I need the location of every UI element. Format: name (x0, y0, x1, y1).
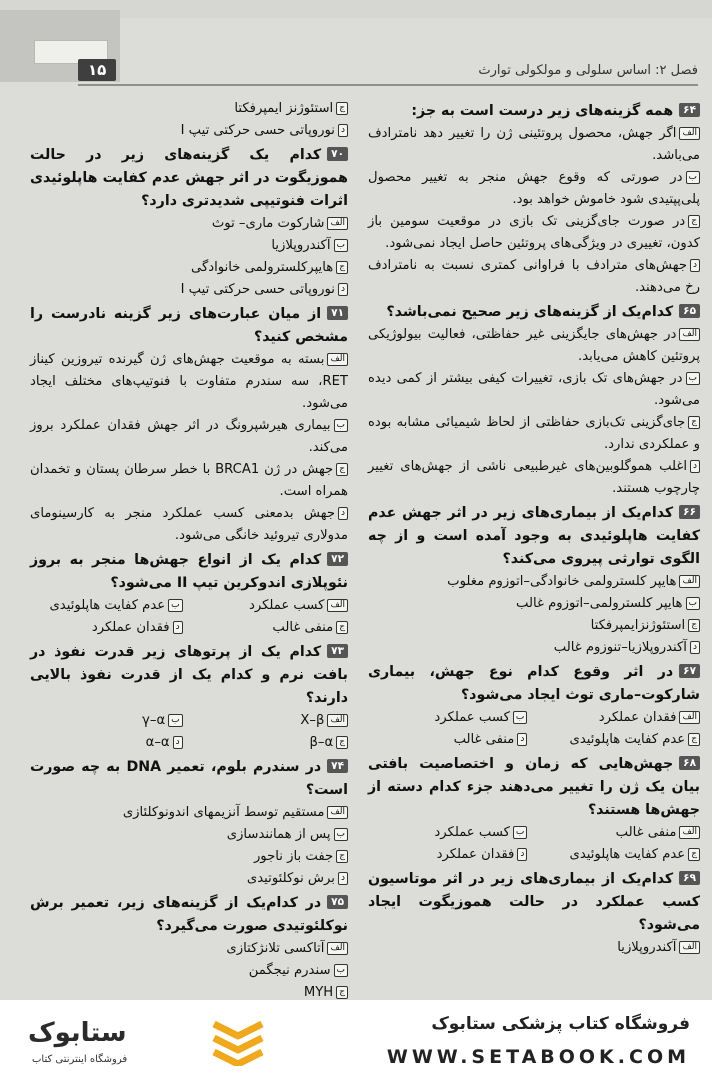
question-text: کدام یک گزینه‌های زیر در حالت هموزیگوت در اثر جهش عدم کفایت هاپلوئیدی اثرات فنوتیپی شدیدتری دارد؟ (30, 147, 348, 209)
option-key: ب (513, 826, 527, 839)
option-key: ب (334, 964, 348, 977)
option-text: هایپر کلسترولمی–اتوزوم غالب (516, 596, 683, 611)
question (368, 502, 700, 571)
option-key: ب (686, 372, 700, 385)
option-text: پس از همانندسازی (226, 827, 331, 842)
answer-option (368, 593, 700, 615)
option-text: در صورتی که وقوع جهش منجر به تغییر محصول پلی‌پپتیدی شود خاموش خواهد بود. (368, 170, 700, 207)
question-text: کدام‌یک از گزینه‌های زیر صحیح نمی‌باشد؟ (386, 304, 674, 320)
option-text: بیماری هیرشپرونگ در اثر جهش فقدان عملکرد بروز می‌کند. (30, 418, 348, 455)
question (368, 100, 700, 123)
answer-option (30, 617, 183, 639)
footer-banner (0, 1000, 712, 1080)
answer-option (541, 707, 700, 729)
option-key: الف (679, 941, 700, 954)
option-text: کسب عملکرد (434, 825, 510, 840)
option-text: هایپر کلسترولمی خانوادگی–اتوزوم مغلوب (447, 574, 677, 589)
book-stack-icon (208, 1016, 268, 1066)
question-number: ۷۲ (327, 552, 348, 566)
question-number: ۶۵ (679, 304, 700, 318)
option-text: نوروپاتی حسی حرکتی تیپ I (180, 123, 335, 138)
question-number: ۷۴ (327, 759, 348, 773)
option-key: د (173, 621, 183, 634)
option-text: β–α (309, 735, 334, 750)
answer-option (30, 824, 348, 846)
answer-option (30, 595, 183, 617)
question (368, 868, 700, 937)
option-key: ج (688, 848, 700, 861)
option-key: ج (336, 850, 348, 863)
option-text: فقدان عملکرد (91, 620, 170, 635)
answer-option (368, 822, 527, 844)
answer-option (541, 822, 700, 844)
right-column (368, 98, 700, 959)
option-key: ب (513, 711, 527, 724)
option-text: برش نوکلئوتیدی (246, 871, 335, 886)
answer-option (541, 729, 700, 751)
option-text: استئوژنزایمپرفکتا (590, 618, 686, 633)
logo-tagline: فروشگاه اینترنتی کتاب (32, 1054, 128, 1065)
store-url[interactable]: WWW.SETABOOK.COM (386, 1046, 690, 1068)
question (368, 301, 700, 324)
option-key: ج (336, 621, 348, 634)
answer-option (30, 846, 348, 868)
option-key: د (338, 283, 348, 296)
option-text: اغلب هموگلوبین‌های غیرطبیعی ناشی از جهش‌های تغییر چارچوب هستند. (368, 459, 700, 496)
answer-option (30, 279, 348, 301)
option-key: ج (688, 619, 700, 632)
option-text: شارکوت ماری– توث (211, 216, 325, 231)
option-key: ب (334, 419, 348, 432)
answer-option-row (368, 822, 700, 844)
answer-option (368, 324, 700, 368)
question-text: کدام یک از پرتوهای زیر قدرت نفوذ در بافت نرم و کدام یک از قدرت نفوذ بالایی دارند؟ (30, 644, 348, 706)
answer-option (30, 938, 348, 960)
answer-option (30, 503, 348, 547)
option-key: د (338, 507, 348, 520)
answer-option (30, 349, 348, 415)
option-text: در جهش‌های تک بازی، تغییرات کیفی بیشتر از کمی دیده می‌شود. (368, 371, 700, 408)
option-text: X–β (300, 713, 325, 728)
answer-option-row (368, 844, 700, 866)
option-key: د (338, 872, 348, 885)
answer-option (368, 167, 700, 211)
option-key: د (690, 641, 700, 654)
option-text: جهش‌های مترادف با فراوانی کمتری نسبت به نامترادف رخ می‌دهند. (368, 258, 700, 295)
option-key: الف (327, 714, 348, 727)
option-text: کسب عملکرد (434, 710, 510, 725)
option-key: د (517, 848, 527, 861)
option-text: فقدان عملکرد (436, 847, 515, 862)
answer-option (30, 98, 348, 120)
option-key: د (173, 736, 183, 749)
option-text: مستقیم توسط آنزیمهای اندونوکلئازی (122, 805, 325, 820)
option-text: آکندروپلازیا (271, 238, 331, 253)
option-key: الف (327, 806, 348, 819)
answer-option-row (30, 595, 348, 617)
answer-option (368, 707, 527, 729)
question (368, 753, 700, 822)
answer-option-row (368, 729, 700, 751)
question (30, 549, 348, 595)
chapter-title: فصل ۲: اساس سلولی و مولکولی توارث (478, 62, 698, 78)
answer-option (195, 617, 348, 639)
option-key: الف (327, 942, 348, 955)
answer-option (30, 213, 348, 235)
answer-option (195, 710, 348, 732)
question-number: ۶۹ (679, 871, 700, 885)
option-text: کسب عملکرد (248, 598, 325, 613)
option-text: عدم کفایت هاپلوئیدی (569, 847, 686, 862)
option-text: اگر جهش، محصول پروتئینی ژن را تغییر دهد نامترادف می‌باشد. (368, 126, 700, 163)
answer-option (541, 844, 700, 866)
option-key: ج (336, 463, 348, 476)
header-rule (78, 84, 698, 86)
option-key: ب (686, 171, 700, 184)
page-header (78, 58, 698, 82)
option-key: ج (688, 416, 700, 429)
option-text: نوروپاتی حسی حرکتی تیپ I (180, 282, 335, 297)
question-text: جهش‌هایی که زمان و اختصاصیت بافتی بیان یک ژن را تغییر می‌دهند جزء کدام دسته از جهش‌ها هستند؟ (368, 756, 700, 818)
answer-option (30, 415, 348, 459)
answer-option (30, 732, 183, 754)
answer-option-row (30, 732, 348, 754)
logo-wordmark: ستابوک (28, 1018, 127, 1048)
option-text: MYH (303, 985, 334, 1000)
answer-option (30, 257, 348, 279)
option-key: ج (336, 261, 348, 274)
question-text: کدام‌یک از بیماری‌های زیر در اثر جهش عدم کفایت هاپلوئیدی به وجود آمده است و از چه الگوی توارثی پیروی می‌کند؟ (368, 505, 700, 567)
answer-option (368, 255, 700, 299)
store-name: فروشگاه کتاب پزشکی ستابوک (431, 1014, 690, 1034)
answer-option-row (30, 710, 348, 732)
answer-option (368, 412, 700, 456)
left-column (30, 98, 348, 1000)
option-text: α–α (145, 735, 170, 750)
answer-option (368, 123, 700, 167)
option-text: در صورت جای‌گزینی تک بازی در موقعیت سومین باز کدون، تغییری در ویژگی‌های پروتئین حاصل ایجاد نمی‌شود. (368, 214, 700, 251)
option-key: ب (168, 714, 182, 727)
answer-option (368, 637, 700, 659)
option-key: الف (327, 217, 348, 230)
question-number: ۶۸ (679, 756, 700, 770)
question-number: ۷۰ (327, 147, 348, 161)
option-key: ج (336, 102, 348, 115)
option-text: عدم کفایت هاپلوئیدی (569, 732, 686, 747)
option-key: د (690, 460, 700, 473)
setabook-logo (28, 1016, 268, 1072)
answer-option (30, 710, 183, 732)
question-number: ۷۱ (327, 306, 348, 320)
option-key: الف (679, 575, 700, 588)
option-text: آکندروپلازیا (617, 940, 677, 955)
answer-option (368, 368, 700, 412)
option-text: منفی غالب (272, 620, 334, 635)
option-key: الف (327, 599, 348, 612)
option-text: آتاکسی تلانژکتازی (226, 941, 325, 956)
option-key: ب (686, 597, 700, 610)
option-key: ب (334, 239, 348, 252)
option-key: د (517, 733, 527, 746)
option-text: فقدان عملکرد (598, 710, 677, 725)
answer-option (30, 960, 348, 982)
question (30, 756, 348, 802)
option-key: الف (679, 826, 700, 839)
question (30, 892, 348, 938)
question-number: ۷۳ (327, 644, 348, 658)
question-text: از میان عبارت‌های زیر گزینه نادرست را مشخص کنید؟ (30, 306, 348, 345)
answer-option (30, 802, 348, 824)
option-key: ب (168, 599, 182, 612)
question-number: ۶۶ (679, 505, 700, 519)
answer-option (30, 120, 348, 142)
option-text: عدم کفایت هاپلوئیدی (49, 598, 166, 613)
question-text: در سندرم بلوم، تعمیر DNA به چه صورت است؟ (30, 759, 348, 798)
option-text: جفت باز ناجور (253, 849, 334, 864)
question-text: همه گزینه‌های زیر درست است به جز: (411, 103, 674, 119)
option-key: د (690, 259, 700, 272)
question-text: در کدام‌یک از گزینه‌های زیر، تعمیر برش نوکلئوتیدی صورت می‌گیرد؟ (30, 895, 348, 934)
option-text: منفی غالب (615, 825, 677, 840)
answer-option (368, 729, 527, 751)
answer-option (368, 844, 527, 866)
option-text: بسته به موقعیت جهش‌های ژن گیرنده تیروزین کیناز RET، سه سندرم متفاوت با فنوتیپ‌های مختلف ایجاد می‌شود. (30, 352, 348, 411)
option-text: منفی غالب (453, 732, 515, 747)
answer-option (368, 571, 700, 593)
option-key: ج (688, 215, 700, 228)
answer-option (30, 459, 348, 503)
option-text: سندرم نیجگمن (248, 963, 331, 978)
option-key: ج (336, 736, 348, 749)
answer-option (368, 456, 700, 500)
answer-option (195, 732, 348, 754)
answer-option (30, 235, 348, 257)
question (30, 641, 348, 710)
answer-option-row (368, 707, 700, 729)
option-key: الف (679, 711, 700, 724)
page-number: ۱۵ (78, 59, 116, 81)
question (30, 144, 348, 213)
option-key: ج (336, 986, 348, 999)
answer-option (195, 595, 348, 617)
answer-option (30, 868, 348, 890)
option-key: د (338, 124, 348, 137)
question-number: ۶۴ (679, 103, 700, 117)
question (30, 303, 348, 349)
answer-option (368, 211, 700, 255)
option-key: الف (327, 353, 348, 366)
question-text: در اثر وقوع کدام نوع جهش، بیماری شارکوت–ماری توث ایجاد می‌شود؟ (368, 664, 700, 703)
option-text: آکندروپلازیا–تنوزوم غالب (553, 640, 687, 655)
option-text: هایپرکلسترولمی خانوادگی (190, 260, 334, 275)
answer-option-row (30, 617, 348, 639)
question (368, 661, 700, 707)
option-key: الف (679, 127, 700, 140)
option-text: جهش در ژن BRCA1 با خطر سرطان پستان و تخمدان همراه است. (30, 462, 348, 499)
answer-option (368, 937, 700, 959)
question-text: کدام یک از انواع جهش‌ها منجر به بروز نئوپلازی اندوکرین تیپ II می‌شود؟ (30, 552, 348, 591)
question-number: ۶۷ (679, 664, 700, 678)
question-text: کدام‌یک از بیماری‌های زیر در اثر موتاسیون کسب عملکرد در حالت هموزیگوت ایجاد می‌شود؟ (368, 871, 700, 933)
option-text: در جهش‌های جایگزینی غیر حفاظتی، فعالیت بیولوژیکی پروتئین کاهش می‌یابد. (368, 327, 700, 364)
option-key: ج (688, 733, 700, 746)
answer-option (30, 982, 348, 1000)
option-text: جهش بدمعنی کسب عملکرد منجر به کارسینومای مدولاری تیروئید خانگی می‌شود. (30, 506, 348, 543)
option-text: استئوژنز ایمپرفکتا (234, 101, 334, 116)
option-key: الف (679, 328, 700, 341)
answer-option (368, 615, 700, 637)
question-number: ۷۵ (327, 895, 348, 909)
option-key: ب (334, 828, 348, 841)
option-text: γ–α (142, 713, 166, 728)
option-text: جای‌گزینی تک‌بازی حفاظتی از لحاظ شیمیائی مشابه بوده و عملکردی ندارد. (368, 415, 700, 452)
